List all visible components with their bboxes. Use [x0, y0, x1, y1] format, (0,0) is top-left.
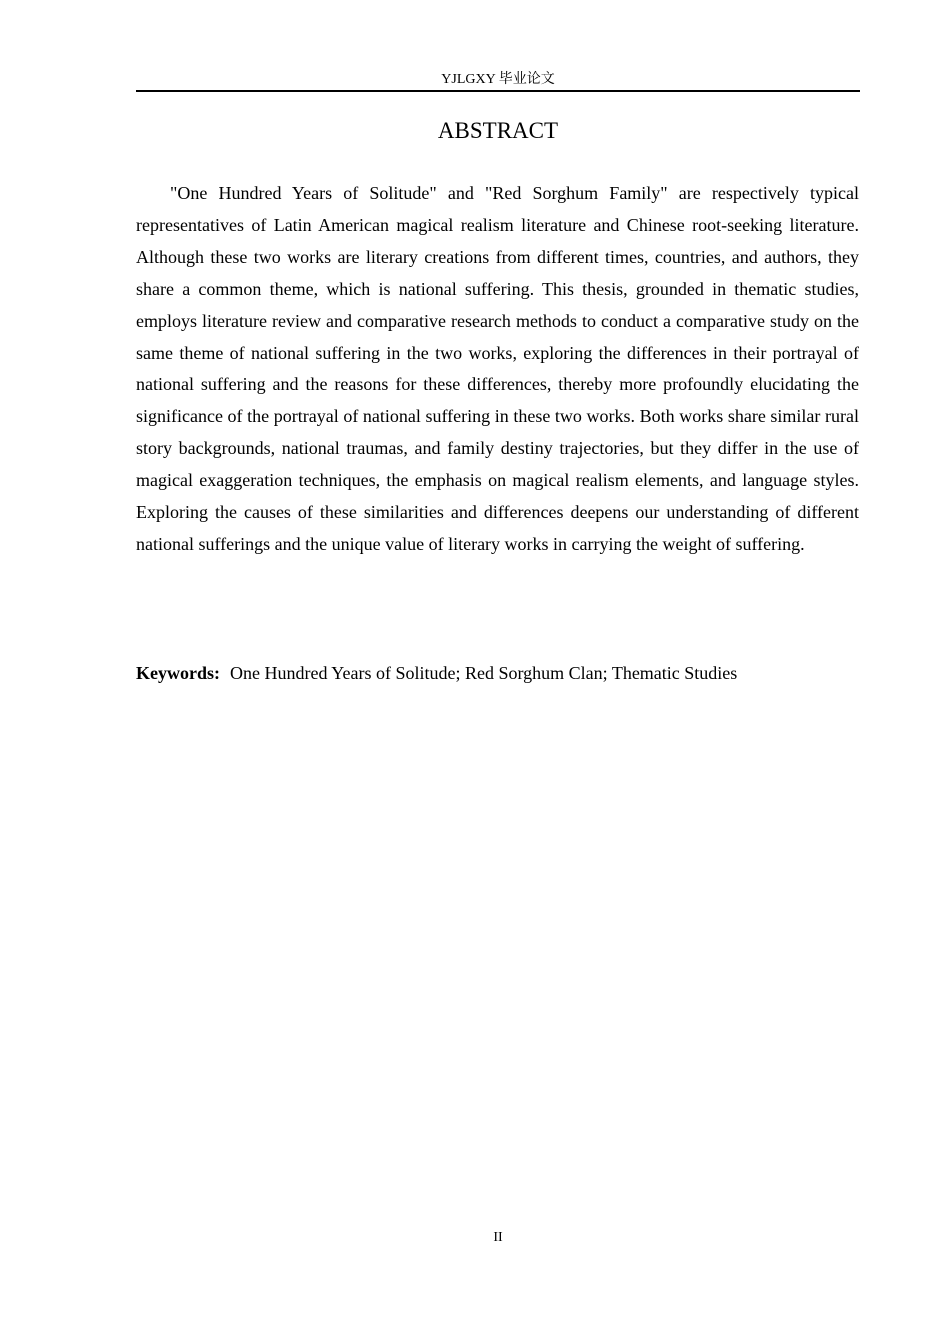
abstract-paragraph: "One Hundred Years of Solitude" and "Red Sorghum Family" are respectively typical representatives of Latin American magical realism literature and Chinese root-seeking literature. Although these two works are literary creations from different times, countries, and authors, they share a common theme, which is national suffering. This thesis, grounded in thematic studies, employs literature review and comparative research methods to conduct a comparative study on the same theme of national suffering in the two works, exploring the differences in their portrayal of national suffering and the reasons for these differences, thereby more profoundly elucidating the significance of the portrayal of national suffering in these two works. Both works share similar rural story backgrounds, national traumas, and family destiny trajectories, but they differ in the use of magical exaggeration techniques, the emphasis on magical realism elements, and language styles. Exploring the causes of these similarities and differences deepens our understanding of different national sufferings and the unique value of literary works in carrying the weight of suffering. — [136, 183, 859, 554]
page-number: II — [493, 1230, 503, 1245]
keywords-label: Keywords: — [136, 663, 220, 683]
keywords-value: One Hundred Years of Solitude; Red Sorghum Clan; Thematic Studies — [230, 663, 738, 683]
keywords-line — [136, 658, 860, 688]
running-header: YJLGXY 毕业论文 — [441, 72, 555, 87]
header-rule — [136, 90, 860, 92]
abstract-title: ABSTRACT — [437, 118, 559, 143]
